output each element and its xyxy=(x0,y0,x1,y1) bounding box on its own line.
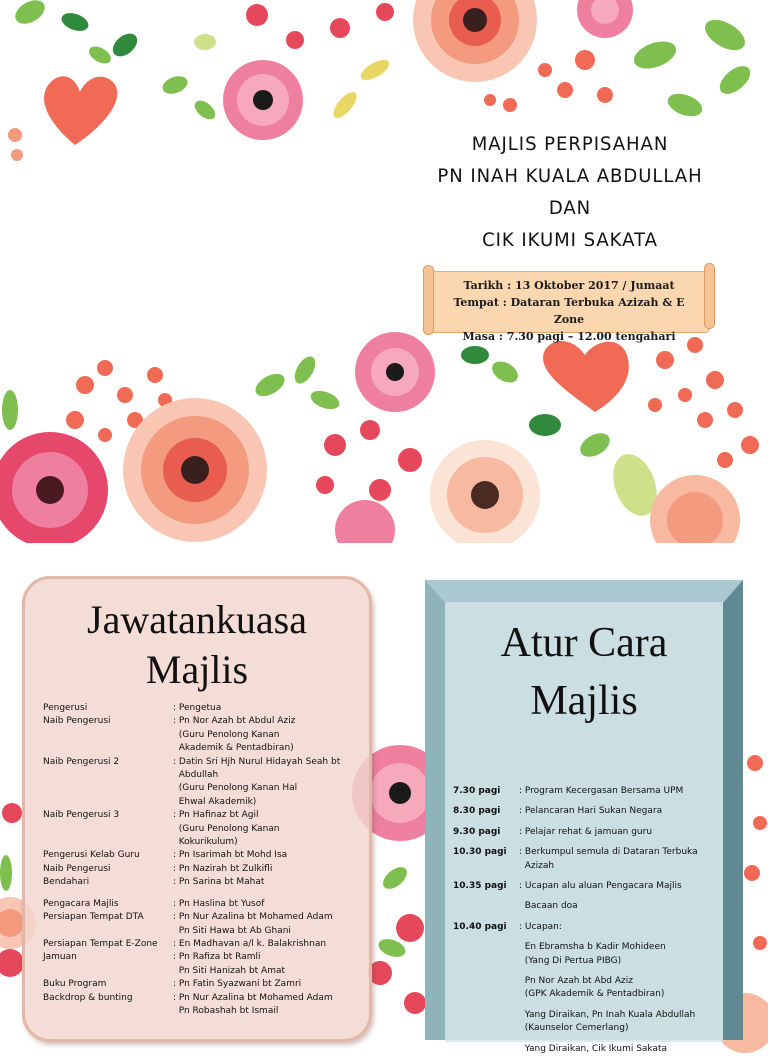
title-line-1: MAJLIS PERPISAHAN xyxy=(471,133,669,155)
committee-role: Pengacara Majlis xyxy=(43,898,119,909)
committee-member: : Pn Rafiza bt Ramli xyxy=(173,952,261,963)
committee-row xyxy=(43,769,340,782)
program-heading-line-2: Majlis xyxy=(530,678,638,724)
committee-role xyxy=(43,925,173,938)
committee-row xyxy=(43,796,340,809)
committee-row xyxy=(43,938,340,951)
committee-row xyxy=(43,782,340,795)
committee-member: : Pn Isarimah bt Mohd Isa xyxy=(173,850,288,861)
program-heading-line-1: Atur Cara xyxy=(500,620,668,666)
committee-role: Naib Pengerusi xyxy=(43,716,111,727)
committee-member: Akademik & Pentadbiran) xyxy=(173,743,294,754)
committee-row xyxy=(43,729,340,742)
program-time xyxy=(453,1009,519,1043)
committee-row xyxy=(43,823,340,836)
event-time: Masa : 7.30 pagi – 12.00 tengahari xyxy=(462,330,676,343)
committee-row xyxy=(43,890,340,911)
committee-role xyxy=(43,729,173,742)
program-time xyxy=(453,941,519,975)
program-item xyxy=(519,805,698,825)
committee-role: Naib Pengerusi 2 xyxy=(43,756,120,767)
program-frame-bevel-top xyxy=(425,580,743,602)
title-line-2: PN INAH KUALA ABDULLAH xyxy=(437,165,703,187)
committee-row xyxy=(43,702,340,715)
committee-row xyxy=(43,965,340,978)
program-row xyxy=(453,880,698,900)
committee-member: Pn Siti Hawa bt Ab Ghani xyxy=(173,925,291,936)
committee-role xyxy=(43,965,173,978)
title-line-4: CIK IKUMI SAKATA xyxy=(482,229,658,251)
program-item xyxy=(519,880,698,900)
committee-row xyxy=(43,742,340,755)
committee-member: : Pn Haslina bt Yusof xyxy=(173,898,265,909)
committee-member: : Pn Nur Azalina bt Mohamed Adam xyxy=(173,912,333,923)
program-frame-bevel-right xyxy=(723,580,743,1040)
program-item-line: (Yang Di Pertua PIBG) xyxy=(519,955,622,966)
committee-role xyxy=(43,823,173,836)
committee-role: Bendahari xyxy=(43,877,90,888)
committee-row xyxy=(43,911,340,924)
program-item-line: (Kaunselor Cemerlang) xyxy=(519,1023,629,1034)
program-heading xyxy=(445,602,723,730)
committee-role: Pengerusi Kelab Guru xyxy=(43,850,140,861)
program-row xyxy=(453,846,698,880)
committee-member: : Pn Nor Azah bt Abdul Aziz xyxy=(173,716,296,727)
committee-panel xyxy=(22,576,372,1042)
committee-member: : Datin Sri Hjh Nurul Hidayah Seah bt xyxy=(173,756,341,767)
program-table xyxy=(453,785,698,1063)
committee-member: Pn Siti Hanizah bt Amat xyxy=(173,965,286,976)
program-time: 7.30 pagi xyxy=(453,786,501,796)
program-item xyxy=(519,1043,698,1063)
committee-role: Buku Program xyxy=(43,979,107,990)
committee-member: (Guru Penolong Kanan xyxy=(173,729,280,740)
invitation-card xyxy=(5,0,763,543)
committee-member: (Guru Penolong Kanan Hal xyxy=(173,783,298,794)
program-panel xyxy=(425,580,743,1054)
committee-role: Pengerusi xyxy=(43,703,88,713)
program-item-line: : Berkumpul semula di Dataran Terbuka xyxy=(519,847,698,858)
program-item-line: Yang Diraikan, Pn Inah Kuala Abdullah xyxy=(519,1009,696,1020)
committee-row xyxy=(43,978,340,991)
committee-member: : Pengetua xyxy=(173,703,222,713)
committee-role: Naib Pengerusi 3 xyxy=(43,810,120,821)
program-item xyxy=(519,826,698,846)
program-time: 9.30 pagi xyxy=(453,826,501,837)
committee-role xyxy=(43,836,173,849)
event-title xyxy=(400,128,740,256)
committee-role xyxy=(43,1005,173,1018)
committee-row xyxy=(43,992,340,1005)
program-item xyxy=(519,846,698,880)
program-row xyxy=(453,826,698,846)
committee-row xyxy=(43,863,340,876)
committee-heading-line-2: Majlis xyxy=(145,647,249,692)
committee-role: Persiapan Tempat E-Zone xyxy=(43,938,158,949)
committee-heading-line-1: Jawatankuasa xyxy=(87,597,307,642)
committee-member: : En Madhavan a/l k. Balakrishnan xyxy=(173,938,327,949)
committee-row xyxy=(43,925,340,938)
program-row xyxy=(453,1043,698,1063)
program-item-line: En Ebramsha b Kadir Mohideen xyxy=(519,942,666,953)
program-item-line: : Pelancaran Hari Sukan Negara xyxy=(519,806,663,817)
committee-row xyxy=(43,809,340,822)
committee-role: Naib Pengerusi xyxy=(43,863,111,874)
program-item xyxy=(519,921,698,941)
committee-member: Pn Robashah bt Ismail xyxy=(173,1005,279,1016)
committee-row xyxy=(43,715,340,728)
event-venue: Tempat : Dataran Terbuka Azizah & E Zone xyxy=(453,296,685,326)
program-item-line: Pn Nor Azah bt Abd Aziz xyxy=(519,976,633,987)
program-time: 10.30 pagi xyxy=(453,847,507,858)
program-item xyxy=(519,1009,698,1043)
committee-role xyxy=(43,782,173,795)
committee-table xyxy=(43,702,340,1018)
program-row xyxy=(453,785,698,805)
committee-member: : Pn Hafinaz bt Agil xyxy=(173,810,259,821)
committee-member: : Pn Fatin Syazwani bt Zamri xyxy=(173,979,302,990)
program-item xyxy=(519,900,698,920)
program-time: 10.35 pagi xyxy=(453,881,507,892)
program-item-line: : Ucapan alu aluan Pengacara Majlis xyxy=(519,881,682,892)
program-frame-bevel-left xyxy=(425,580,445,1040)
committee-heading xyxy=(25,579,369,695)
program-time xyxy=(453,1043,519,1063)
program-row xyxy=(453,921,698,941)
program-item xyxy=(519,941,698,975)
program-item xyxy=(519,975,698,1009)
program-item-line: Azizah xyxy=(519,860,555,871)
program-item xyxy=(519,785,698,805)
committee-member: : Pn Nur Azalina bt Mohamed Adam xyxy=(173,992,333,1003)
committee-member: Abdullah xyxy=(173,770,219,781)
event-details-scroll xyxy=(423,263,715,343)
committee-row xyxy=(43,836,340,849)
program-time xyxy=(453,975,519,1009)
committee-member: : Pn Sarina bt Mahat xyxy=(173,877,265,888)
program-row xyxy=(453,805,698,825)
program-time xyxy=(453,900,519,920)
committee-row xyxy=(43,1005,340,1018)
scroll-roll-left xyxy=(423,265,434,335)
program-row xyxy=(453,1009,698,1043)
committee-row xyxy=(43,951,340,964)
scroll-roll-right xyxy=(704,263,715,329)
event-date: Tarikh : 13 Oktober 2017 / Jumaat xyxy=(463,279,675,292)
committee-member: Kokurikulum) xyxy=(173,837,238,848)
program-item-line: (GPK Akademik & Pentadbiran) xyxy=(519,989,665,1000)
title-line-3: DAN xyxy=(548,197,592,219)
program-item-line: : Ucapan: xyxy=(519,921,562,932)
program-row xyxy=(453,975,698,1009)
committee-row xyxy=(43,876,340,889)
committee-role: Persiapan Tempat DTA xyxy=(43,912,144,923)
committee-member: : Pn Nazirah bt Zulkifli xyxy=(173,863,273,874)
program-time: 10.40 pagi xyxy=(453,921,507,932)
committee-role xyxy=(43,769,173,782)
program-section xyxy=(0,543,768,1054)
committee-row xyxy=(43,849,340,862)
program-item-line: : Program Kecergasan Bersama UPM xyxy=(519,786,684,796)
program-item-line: : Pelajar rehat & jamuan guru xyxy=(519,826,653,837)
program-item-line: Bacaan doa xyxy=(519,901,578,912)
committee-role: Backdrop & bunting xyxy=(43,992,133,1003)
program-row xyxy=(453,900,698,920)
committee-member: (Guru Penolong Kanan xyxy=(173,823,280,834)
program-item-line: Yang Diraikan, Cik Ikumi Sakata xyxy=(519,1043,668,1054)
program-row xyxy=(453,941,698,975)
committee-row xyxy=(43,756,340,769)
committee-role xyxy=(43,796,173,809)
committee-role: Jamuan xyxy=(43,952,77,963)
program-time: 8.30 pagi xyxy=(453,806,501,817)
committee-member: Ehwal Akademik) xyxy=(173,796,257,807)
committee-role xyxy=(43,742,173,755)
